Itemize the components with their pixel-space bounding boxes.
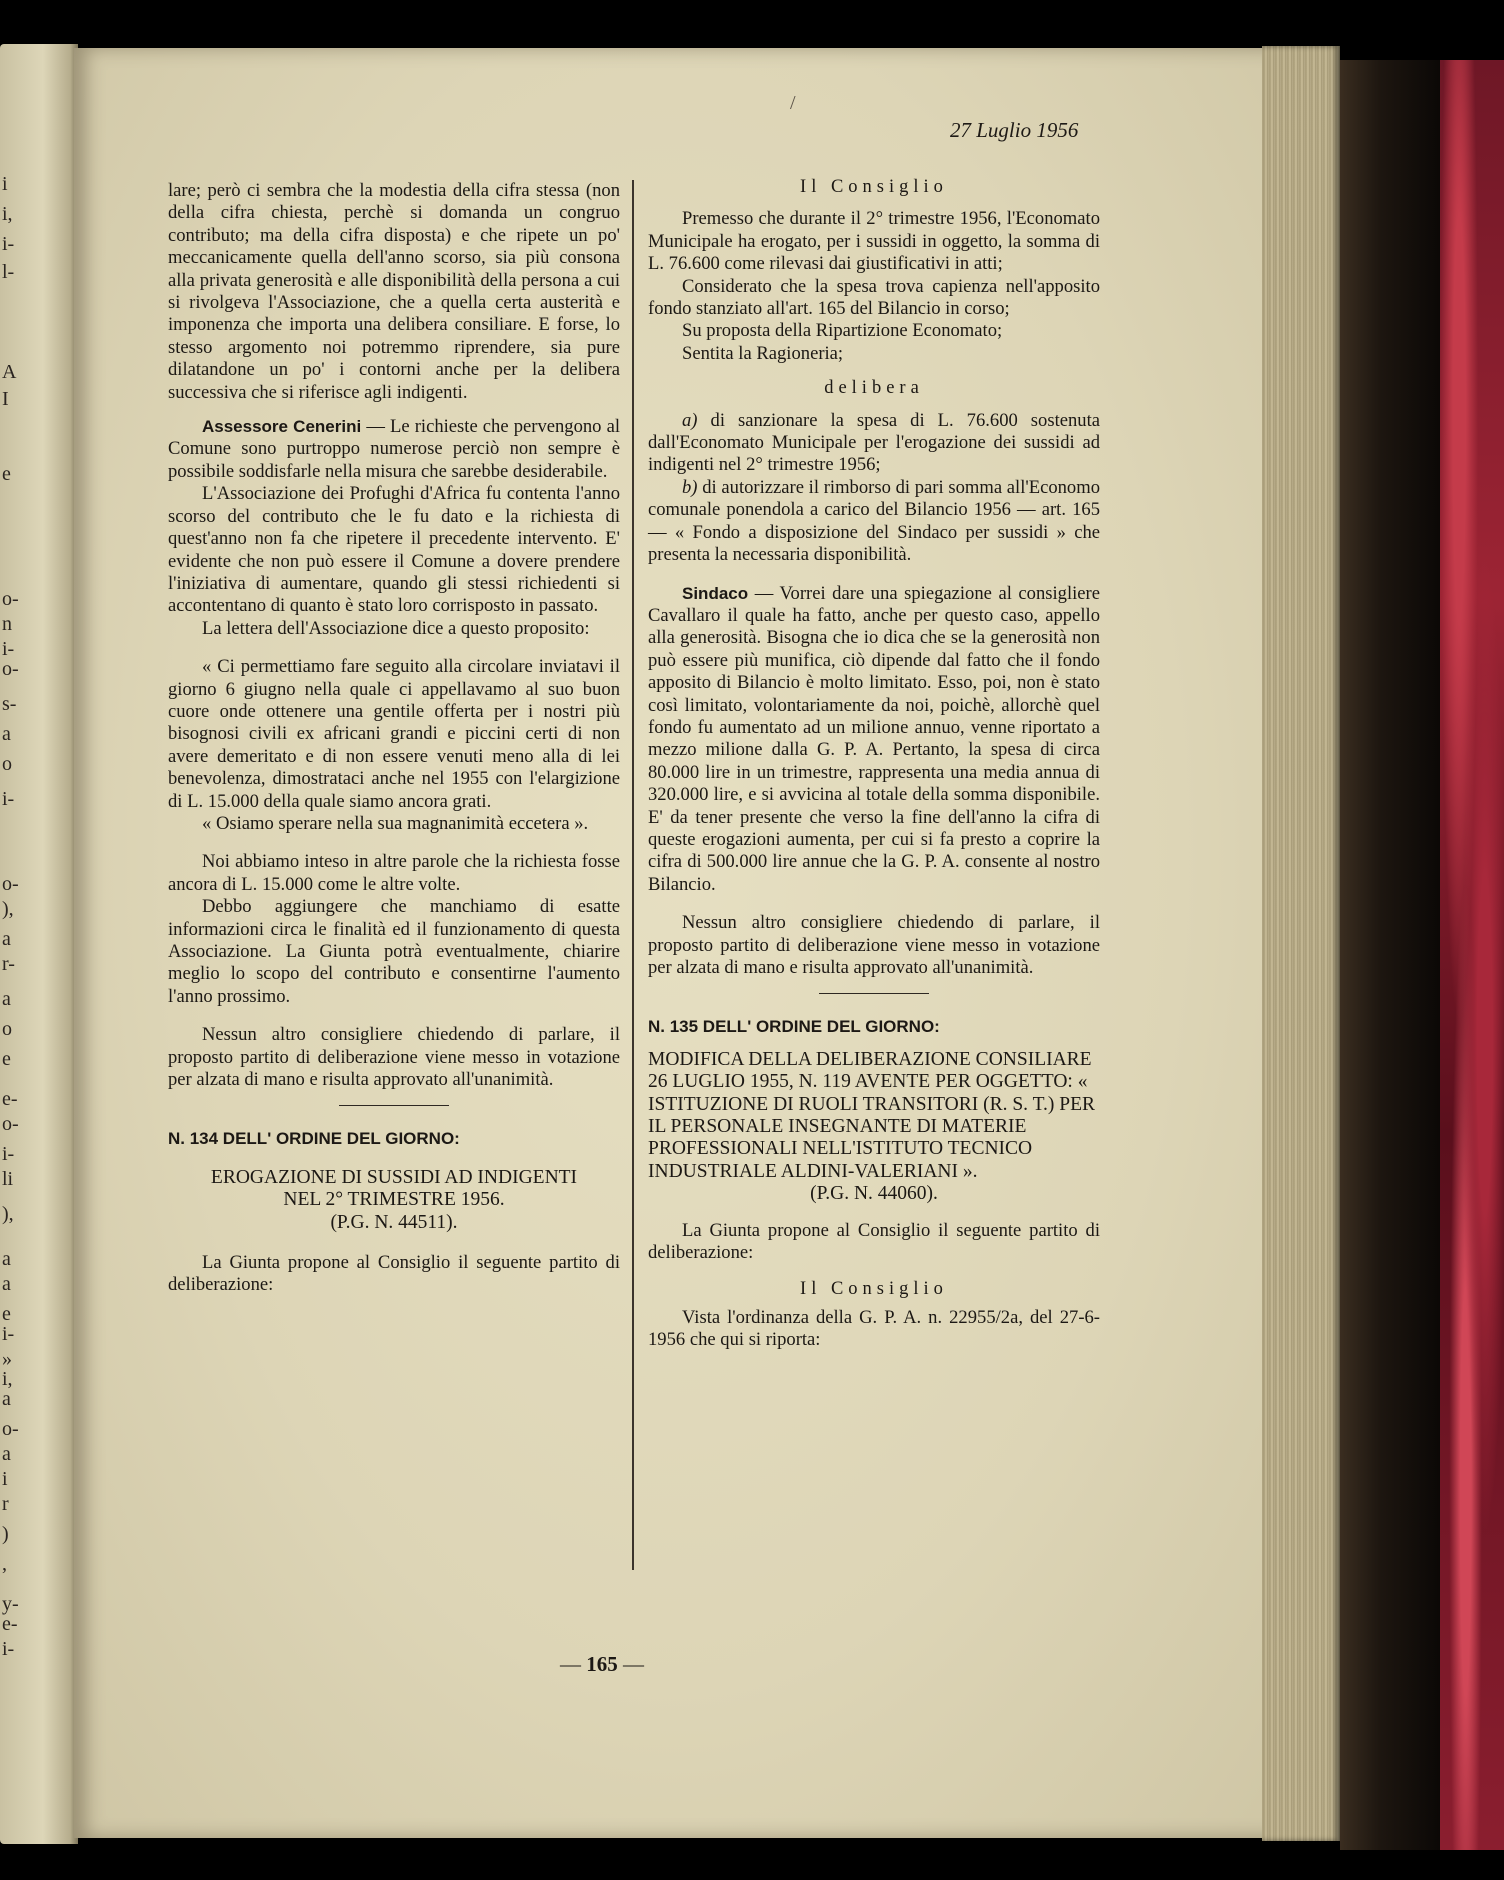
agenda-item-title-line1: EROGAZIONE DI SUSSIDI AD INDIGENTI [210,1166,578,1188]
speaker-name: Assessore Cenerini [202,417,362,437]
facing-page-fragment: i, [2,1368,13,1390]
quote-paragraph: « Ci permettiamo fare seguito alla circolare inviatavi il giorno 6 giugno nella quale ci appellavamo al suo buon cuore onde ottenere una gentile offerta per i nostri più bisognosi civili ex africani grandi e piccini certi di non avere demeritato e di non essere venuti meno alla di lei benevolenza, dimostrataci anche nel 1955 con l'elargizione di L. 15.000 della quale siamo ancora grati. [168,656,620,812]
paragraph: Debbo aggiungere che manchiamo di esatte informazioni circa le finalità ed il funzionamento di questa Associazione. La Giunta potrà eventualmente, chiarire meglio lo scopo del contributo e consentirne l'aumento l'anno prossimo. [168,896,620,1007]
facing-page-fragment: e [2,1048,11,1070]
item-text: di autorizzare il rimborso di pari somma all'Economo comunale ponendola a carico del Bilancio 1956 — art. 165 — « Fondo a disposizione del Sindaco per sussidi » che presenta la necessaria disponibilità. [648,476,1100,566]
paragraph: Vista l'ordinanza della G. P. A. n. 22955/2a, del 27-6-1956 che qui si riporta: [648,1306,1100,1351]
page-edges [1262,46,1340,1841]
facing-page-fragment: e- [2,1613,18,1635]
facing-page-fragment: ), [2,1203,14,1225]
facing-page-fragment: o- [2,658,19,680]
facing-page-fragment: o- [2,1418,19,1440]
agenda-item-title: MODIFICA DELLA DELIBERAZIONE CONSILIARE 26 LUGLIO 1955, N. 119 AVENTE PER OGGETTO: « ISTITUZIONE DI RUOLI TRANSITORI (R. S. T.) PER IL PERSONALE INSEGNANTE DI MATERIE PROFESSIONALI NELL'ISTITUTO TECNICO INDUSTRIALE ALDINI-VALERIANI ». [648,1048,1096,1182]
item-label: a) [682,409,698,431]
paragraph: Premesso che durante il 2° trimestre 1956, l'Economato Municipale ha erogato, per i sussidi in oggetto, la somma di L. 76.600 come rilevasi dai giustificativi in atti; [648,208,1100,275]
paragraph: Sentita la Ragioneria; [682,342,844,364]
facing-page-edge [0,44,78,1844]
paragraph: La Giunta propone al Consiglio il seguente partito di deliberazione: [168,1252,620,1296]
vote-paragraph: Nessun altro consigliere chiedendo di parlare, il proposto partito di deliberazione viene messo in votazione per alzata di mano e risulta approvato all'unanimità. [648,912,1100,978]
facing-page-fragment: a [2,1388,11,1410]
page-header-date: 27 Luglio 1956 [950,118,1079,142]
facing-page-fragment: o [2,1018,12,1040]
facing-page-fragment: a [2,928,11,950]
column-divider [632,180,634,1570]
facing-page-fragment: o- [2,873,19,895]
paragraph: Considerato che la spesa trova capienza nell'apposito fondo stanziato all'art. 165 del Bilancio in corso; [648,275,1100,320]
paragraph: La lettera dell'Associazione dice a questo proposito: [202,617,590,639]
facing-page-fragment: i- [2,788,15,810]
facing-page-fragment: l- [2,261,15,283]
facing-page-fragment: i- [2,1143,15,1165]
right-column [648,176,1100,1352]
paragraph-speech [648,583,1100,897]
facing-page-fragment: s- [2,693,17,715]
agenda-item-heading: N. 135 DELL' ORDINE DEL GIORNO: [648,1017,940,1037]
section-rule [819,993,929,994]
facing-page-fragment: I [2,388,9,410]
facing-page-fragment: o- [2,1113,19,1135]
paragraph-speech [168,416,620,483]
facing-page-fragment: a [2,988,11,1010]
facing-page-fragment: ) [2,1523,9,1545]
facing-page-fragment: , [2,1553,7,1575]
facing-page-fragment: i- [2,1638,15,1660]
speech-text: — Le richieste che pervengono al Comune sono purtroppo numerose perciò non sempre è possibile soddisfarle nella misura che sarebbe desiderabile. [168,416,620,482]
speaker-name: Sindaco [682,583,749,603]
facing-page-fragment: i, [2,203,13,225]
binding-board [1340,60,1440,1850]
paragraph: Noi abbiamo inteso in altre parole che la richiesta fosse ancora di L. 15.000 come le altre volte. [168,851,620,895]
facing-page-fragment: a [2,1248,11,1270]
agenda-item-pg: (P.G. N. 44511). [330,1211,458,1233]
facing-page-fragment: o [2,753,12,775]
vote-paragraph: Nessun altro consigliere chiedendo di parlare, il proposto partito di deliberazione viene messo in votazione per alzata di mano e risulta approvato all'unanimità. [168,1024,620,1091]
facing-page-fragment: e [2,1303,11,1325]
facing-page-fragment: e- [2,1088,18,1110]
facing-page-fragment: o- [2,588,19,610]
facing-page-fragment: » [2,1348,12,1370]
paragraph: Su proposta della Ripartizione Economato; [682,320,1003,342]
facing-page-fragment: a [2,1443,11,1465]
paragraph: La Giunta propone al Consiglio il seguente partito di deliberazione: [648,1219,1100,1264]
facing-page-fragment: a [2,1273,11,1295]
facing-page-fragment: i [2,1468,8,1490]
facing-page-fragment: e [2,463,11,485]
resolution-item-a [648,410,1100,477]
left-column [168,180,620,1297]
footer-dash: — [623,1652,644,1676]
item-label: b) [682,476,698,498]
facing-page-fragment: i [2,173,8,195]
agenda-item-pg: (P.G. N. 44060). [810,1183,938,1205]
section-rule [339,1105,449,1106]
paragraph: lare; però ci sembra che la modestia della cifra stessa (non della cifra chiesta, perchè si domanda un congruo contributo; ma della cifra disposta) e che ripete un po' meccanicamente quella dell'anno scorso, sia più consona alla privata generosità e alle disponibilità della persona a cui si rivolgeva l'Associazione, che a quella certa austerità e imponenza che importa una delibera consiliare. E forse, lo stesso argomento noi potremmo riprendere, sia pure dilatandone un po' i contorni anche per la delibera successiva che si riferisce agli indigenti. [168,180,620,403]
page-number-footer [560,1652,644,1677]
facing-page-fragment: n [2,613,12,635]
facing-page-fragment: r- [2,953,15,975]
facing-page-fragment: li [2,1168,14,1190]
page-number: 165 [586,1652,618,1676]
facing-page-fragment: i- [2,638,15,660]
consiglio-heading: Il Consiglio [800,177,948,197]
facing-page-fragment: i- [2,233,15,255]
facing-page-fragment: ), [2,898,14,920]
resolution-item-b [648,477,1100,567]
agenda-item-heading: N. 134 DELL' ORDINE DEL GIORNO: [168,1129,460,1149]
facing-page-fragment: i- [2,1323,15,1345]
facing-page-fragment: y- [2,1593,19,1615]
marbled-cover [1440,60,1504,1850]
speech-text: — Vorrei dare una spiegazione al consigliere Cavallaro il quale ha fatto, anche per questo caso, appello alla generosità. Bisogna che io dica che se la generosità non può essere più munifica, ciò dipende dal fatto che il fondo apposito di Bilancio è molto limitato. Esso, poi, non è stato così limitato, volontariamente da noi, poichè, allorchè quel fondo fu aumentato ad un milione annuo, venne riportato a mezzo milione dalla G. P. A. Pertanto, la spesa di circa 80.000 lire in un trimestre, rappresenta una media annua di 320.000 lire, e si avvicina al totale della somma disponibile. E' da tener presente che verso la fine dell'anno la cifra di queste erogazioni aumenta, per cui si fa presto a coprire la cifra di 500.000 lire annue che la G. P. A. consente al nostro Bilancio. [648,582,1100,895]
delibera-heading: delibera [824,378,924,399]
quote-paragraph: « Osiamo sperare nella sua magnanimità eccetera ». [202,812,589,834]
paragraph: L'Associazione dei Profughi d'Africa fu contenta l'anno scorso del contributo che le fu dato e la richiesta di quest'anno non fa che ripetere il precedente intervento. E' evidente che non può essere il Comune a dovere prendere l'iniziativa di aumentare, quando gli stessi richiedenti si accontentano di quanto è stato loro corrisposto in passato. [168,483,620,617]
pencil-mark: / [790,92,796,114]
footer-dash: — [560,1652,581,1676]
facing-page-fragment: r [2,1493,9,1515]
item-text: di sanzionare la spesa di L. 76.600 sostenuta dall'Economato Municipale per l'erogazione dei sussidi ad indigenti nel 2° trimestre 1956; [648,409,1100,476]
agenda-item-title-line2: NEL 2° TRIMESTRE 1956. [283,1189,505,1211]
facing-page-fragment: A [2,361,17,383]
consiglio-heading: Il Consiglio [800,1279,948,1300]
facing-page-fragment: a [2,723,11,745]
